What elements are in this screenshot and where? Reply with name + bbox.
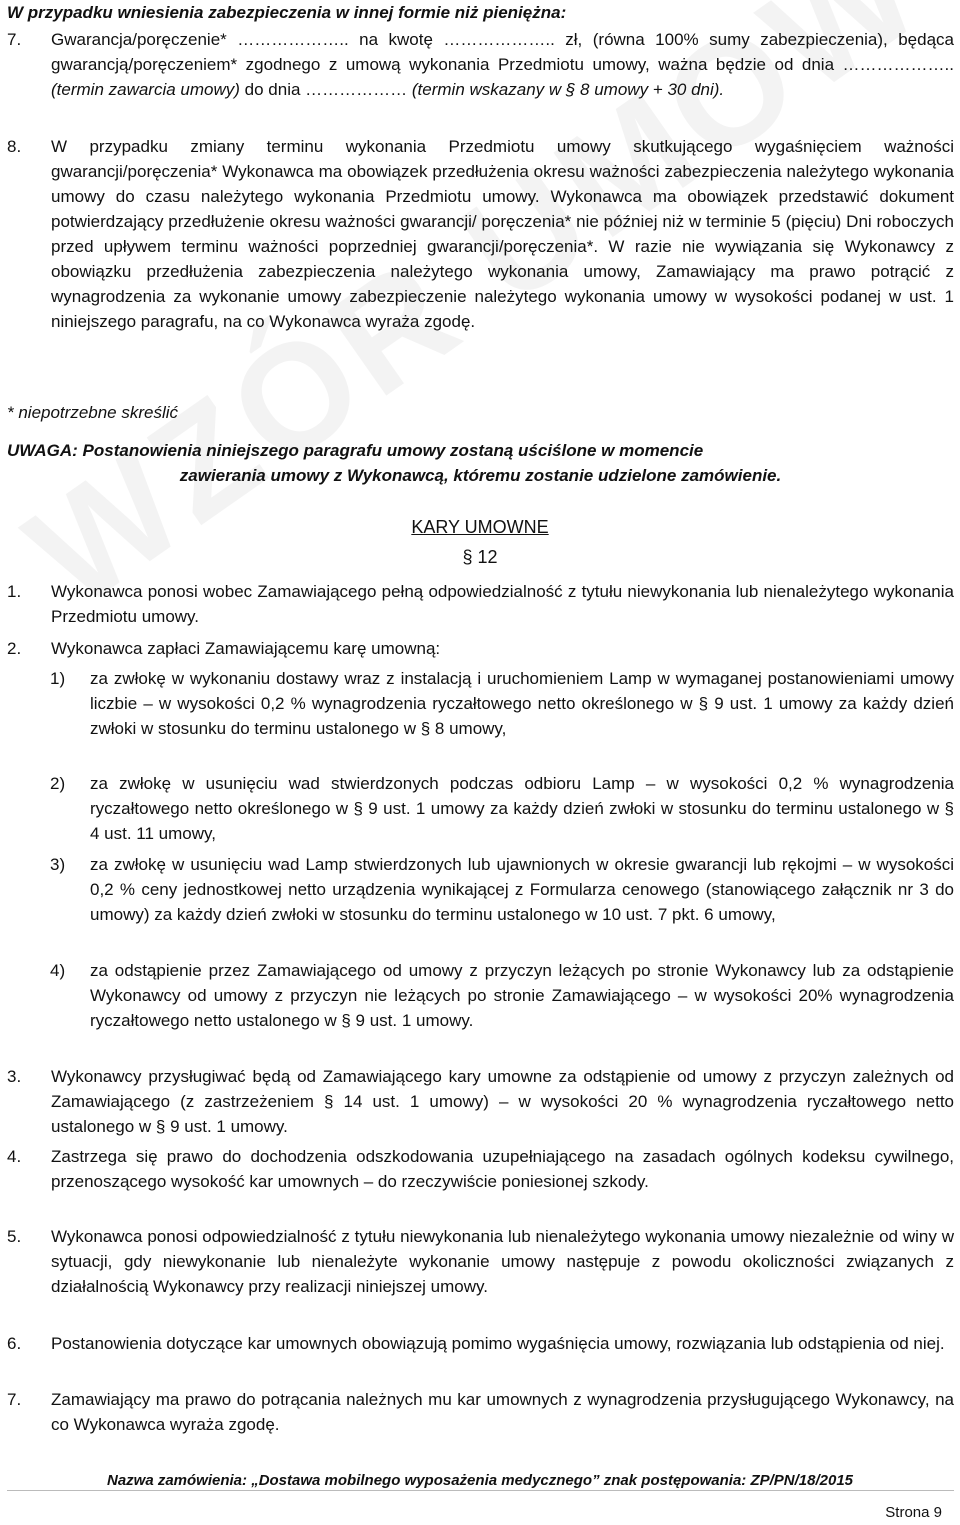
item-number: 7. [7,1390,22,1409]
list-item-8 [7,134,954,334]
footer-text: Nazwa zamówienia: „Dostawa mobilnego wyposażenia medycznego” znak postępowania: ZP/PN/18/2015 [106,1472,854,1489]
item-text: Wykonawcy przysługiwać będą od Zamawiającego kary umowne za odstąpienie od umowy z przyczyn zależnych od Zamawiającego (z zastrzeżeniem § 14 ust. 1 umowy) – w wysokości 20 % wynagrodzenia ryczałtowego netto ustalonego w § 9 ust. 1 umowy. [51,1067,954,1136]
list-item-2 [7,636,954,661]
item-number: 5. [7,1227,22,1246]
item-number: 1. [7,582,22,601]
list-item-1 [7,579,954,629]
footer-divider [7,1490,954,1491]
list-item-5 [7,1224,954,1299]
sub-item-1 [50,666,954,741]
item-text: Wykonawca ponosi odpowiedzialność z tytułu niewykonania lub nienależytego wykonania umowy niezależnie od winy w sytuacji, gdy niewykonanie lub nienależyte wykonanie umowy następuje z powodu okoliczności związanych z działalnością Wykonawcy przy realizacji niniejszej umowy. [51,1227,954,1296]
item-text: Postanowienia dotyczące kar umownych obowiązują pomimo wygaśnięcia umowy, rozwiązania lub odstąpienia od niej. [51,1334,945,1353]
uwaga-note [7,438,954,488]
item-text-italic: (termin zawarcia umowy) [51,80,240,99]
item-number: 6. [7,1334,22,1353]
paragraph-number: § 12 [462,547,498,567]
sub-item-2 [50,771,954,846]
item-number: 4. [7,1147,22,1166]
item-text [51,27,954,102]
sub-item-4 [50,958,954,1033]
sub-item-text: za zwłokę w usunięciu wad stwierdzonych podczas odbioru Lamp – w wysokości 0,2 % wynagrodzenia ryczałtowego netto określonego w § 9 ust. 1 umowy za każdy dzień zwłoki w stosunku do terminu ustalonego w § 4 ust. 11 umowy, [90,774,954,843]
list-item-7 [7,27,954,102]
uwaga-line-2: zawierania umowy z Wykonawcą, któremu zostanie udzielone zamówienie. [179,466,782,485]
list-item-6 [7,1331,954,1356]
sub-item-text: za odstąpienie przez Zamawiającego od umowy z przyczyn leżących po stronie Wykonawcy lub za odstąpienie Wykonawcy od umowy z przyczyn nie leżących po stronie Zamawiającego – w wysokości 20% wynagrodzenia ryczałtowego netto ustalonego w § 9 ust. 1 umowy. [90,961,954,1030]
item-text-italic: (termin wskazany w § 8 umowy + 30 dni). [411,80,725,99]
uwaga-line-1: UWAGA: Postanowienia niniejszego paragrafu umowy zostaną uściślone w momencie [7,441,704,460]
item-number: 2. [7,639,22,658]
item-number: 8. [7,137,22,156]
sub-item-number: 4) [50,961,66,980]
item-text: Zastrzega się prawo do dochodzenia odszkodowania uzupełniającego na zasadach ogólnych kodeksu cywilnego, przenoszącego wysokość kar umownych – do rzeczywiście poniesionej szkody. [51,1147,954,1191]
section-title: KARY UMOWNE [411,517,549,537]
section-heading: W przypadku wniesienia zabezpieczenia w innej formie niż pieniężna: [7,3,567,22]
sub-item-text: za zwłokę w usunięciu wad Lamp stwierdzonych lub ujawnionych w okresie gwarancji lub rękojmi – w wysokości 0,2 % ceny jednostkowej netto urządzenia wynikającej z Formularza cenowego (stanowiącego załącznik nr 3 do umowy) za każdy dzień zwłoki w stosunku do terminu ustalonego w 10 ust. 7 pkt. 6 umowy, [90,855,954,924]
sub-item-number: 3) [50,855,66,874]
sub-item-3 [50,852,954,927]
sub-item-number: 2) [50,774,66,793]
item-text: Zamawiający ma prawo do potrącania należnych mu kar umownych z wynagrodzenia przysługującego Wykonawcy, na co Wykonawca wyraża zgodę. [51,1390,954,1434]
footnote: * niepotrzebne skreślić [7,403,179,422]
item-text: Wykonawca zapłaci Zamawiającemu karę umowną: [51,639,441,658]
page-number: Strona 9 [885,1504,942,1521]
item-text: W przypadku zmiany terminu wykonania Przedmiotu umowy skutkującego wygaśnięciem ważności gwarancji/poręczenia* Wykonawca ma obowiązek przedłużenia okresu ważności zabezpieczenia należytego wykonania umowy do czasu należytego wykonania Przedmiotu umowy. Wykonawca ma obowiązek przedstawić dokument potwierdzający przedłużenie okresu ważności gwarancji/ poręczenia* nie później niż w terminie 5 (pięciu) Dni roboczych przed upływem terminu ważności poprzedniej gwarancji/poręczenia*. W razie nie wywiązania się Wykonawcy z obowiązku przedłużenia zabezpieczenia należytego wykonania umowy, Zamawiający ma prawo potrącić z wynagrodzenia za wykonanie umowy zabezpieczenie należytego wykonania umowy w wysokości podanej w ust. 1 niniejszego paragrafu, na co Wykonawca wyraża zgodę. [51,137,954,331]
list-item-4 [7,1144,954,1194]
item-number: 7. [7,30,22,49]
item-text-part: Gwarancja/poręczenie* ……………….. na kwotę ……………….. zł, (równa 100% sumy zabezpieczenia), będąca gwarancją/poręczeniem* zgodnego z umową wykonania Przedmiotu umowy, ważna będzie od dnia ……………….. [51,30,954,74]
sub-item-text: za zwłokę w wykonaniu dostawy wraz z instalacją i uruchomieniem Lamp w wymaganej postanowieniami umowy liczbie – w wysokości 0,2 % wynagrodzenia ryczałtowego netto określonego w § 9 ust. 1 umowy za każdy dzień zwłoki w stosunku do terminu ustalonego w § 8 umowy, [90,669,954,738]
item-text: Wykonawca ponosi wobec Zamawiającego pełną odpowiedzialność z tytułu niewykonania lub nienależytego wykonania Przedmiotu umowy. [51,582,954,626]
list-item-7b [7,1387,954,1437]
item-number: 3. [7,1067,22,1086]
sub-item-number: 1) [50,669,66,688]
item-text-part: do dnia ……………… [239,80,412,99]
list-item-3 [7,1064,954,1139]
